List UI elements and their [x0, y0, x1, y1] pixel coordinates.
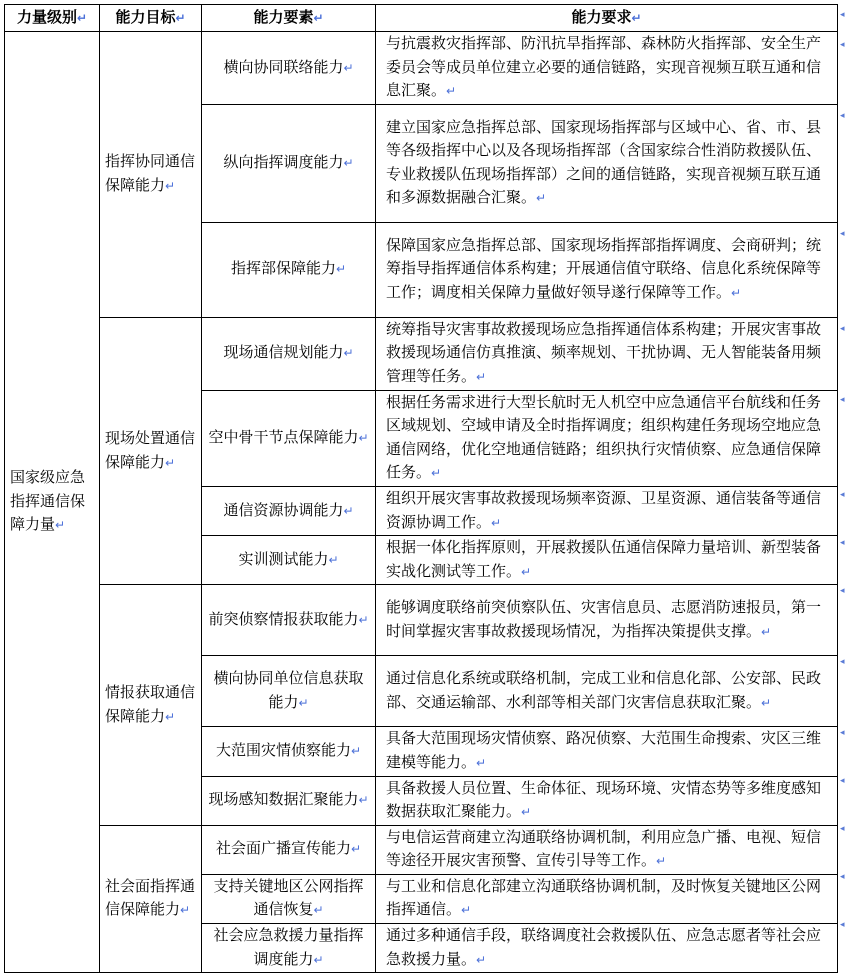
element-cell: 支持关键地区公网指挥通信恢复↵ — [202, 874, 376, 923]
row-end-mark: ◂ — [840, 10, 845, 20]
row-end-mark: ◂ — [840, 657, 845, 667]
requirement-cell: 与工业和信息化部建立沟通联络协调机制，及时恢复关键地区公网指挥通信。↵ — [376, 874, 838, 923]
capability-table — [4, 4, 838, 973]
element-cell: 社会面广播宣传能力↵ — [202, 825, 376, 874]
element-cell: 指挥部保障能力↵ — [202, 222, 376, 317]
element-cell: 实训测试能力↵ — [202, 536, 376, 585]
row-end-mark: ◂ — [840, 395, 845, 405]
header-requirement: 能力要求↵ — [376, 5, 838, 32]
goal-cell: 指挥协同通信保障能力↵ — [100, 32, 202, 318]
row-end-mark: ◂ — [840, 490, 845, 500]
element-cell: 纵向指挥调度能力↵ — [202, 104, 376, 222]
requirement-cell: 组织开展灾害事故救援现场频率资源、卫星资源、通信装备等通信资源协调工作。↵ — [376, 486, 838, 535]
row-end-mark: ◂ — [840, 776, 845, 786]
header-row — [5, 5, 838, 32]
header-element: 能力要素↵ — [202, 5, 376, 32]
requirement-cell: 与电信运营商建立沟通联络协调机制，利用应急广播、电视、短信等途径开展灾害预警、宣传引导等工作。↵ — [376, 825, 838, 874]
row-end-mark: ◂ — [840, 111, 845, 121]
goal-cell: 社会面指挥通信保障能力↵ — [100, 825, 202, 973]
row-end-mark: ◂ — [840, 872, 845, 882]
element-cell: 大范围灾情侦察能力↵ — [202, 727, 376, 776]
element-cell: 空中骨干节点保障能力↵ — [202, 390, 376, 486]
requirement-cell: 能够调度联络前突侦察队伍、灾害信息员、志愿消防速报员，第一时间掌握灾害事故救援现场情况，为指挥决策提供支撑。↵ — [376, 585, 838, 656]
row-end-mark: ◂ — [840, 728, 845, 738]
table-row — [5, 585, 838, 656]
element-cell: 横向协同单位信息获取能力↵ — [202, 656, 376, 727]
header-goal: 能力目标↵ — [100, 5, 202, 32]
level-cell: 国家级应急指挥通信保障力量↵ — [5, 32, 100, 973]
element-cell: 通信资源协调能力↵ — [202, 486, 376, 535]
requirement-cell: 根据任务需求进行大型长航时无人机空中应急通信平台航线和任务区域规划、空域申请及全时指挥调度；组织构建任务现场空地应急通信网络，优化空地通信链路；组织执行灾情侦察、应急通信保障任务。↵ — [376, 390, 838, 486]
row-end-mark: ◂ — [840, 229, 845, 239]
element-cell: 社会应急救援力量指挥调度能力↵ — [202, 924, 376, 973]
requirement-cell: 与抗震救灾指挥部、防汛抗旱指挥部、森林防火指挥部、安全生产委员会等成员单位建立必要的通信链路，实现音视频互联互通和信息汇聚。↵ — [376, 32, 838, 105]
goal-cell: 情报获取通信保障能力↵ — [100, 585, 202, 825]
row-end-mark: ◂ — [840, 538, 845, 548]
row-end-mark: ◂ — [840, 324, 845, 334]
row-end-mark: ◂ — [840, 586, 845, 596]
requirement-cell: 通过信息化系统或联络机制，完成工业和信息化部、公安部、民政部、交通运输部、水利部等相关部门灾害信息获取汇聚。↵ — [376, 656, 838, 727]
requirement-cell: 根据一体化指挥原则，开展救援队伍通信保障力量培训、新型装备实战化测试等工作。↵ — [376, 536, 838, 585]
row-end-mark: ◂ — [840, 824, 845, 834]
row-end-mark: ◂ — [840, 920, 845, 930]
requirement-cell: 保障国家应急指挥总部、国家现场指挥部指挥调度、会商研判；统筹指导指挥通信体系构建；开展通信值守联络、信息化系统保障等工作；调度相关保障力量做好领导遂行保障等工作。↵ — [376, 222, 838, 317]
element-cell: 横向协同联络能力↵ — [202, 32, 376, 105]
goal-cell: 现场处置通信保障能力↵ — [100, 317, 202, 585]
element-cell: 现场通信规划能力↵ — [202, 317, 376, 390]
requirement-cell: 建立国家应急指挥总部、国家现场指挥部与区域中心、省、市、县等各级指挥中心以及各现场指挥部（含国家综合性消防救援队伍、专业救援队伍现场指挥部）之间的通信链路，实现音视频互联互通和多源数据融合汇聚。↵ — [376, 104, 838, 222]
row-end-mark: ◂ — [840, 40, 845, 50]
table-row — [5, 32, 838, 105]
element-cell: 前突侦察情报获取能力↵ — [202, 585, 376, 656]
requirement-cell: 具备救援人员位置、生命体征、现场环境、灾情态势等多维度感知数据获取汇聚能力。↵ — [376, 776, 838, 825]
header-level: 力量级别↵ — [5, 5, 100, 32]
requirement-cell: 通过多种通信手段，联络调度社会救援队伍、应急志愿者等社会应急救援力量。↵ — [376, 924, 838, 973]
requirement-cell: 统筹指导灾害事故救援现场应急指挥通信体系构建；开展灾害事故救援现场通信仿真推演、频率规划、干扰协调、无人智能装备用频管理等任务。↵ — [376, 317, 838, 390]
requirement-cell: 具备大范围现场灾情侦察、路况侦察、大范围生命搜索、灾区三维建模等能力。↵ — [376, 727, 838, 776]
table-row — [5, 317, 838, 390]
element-cell: 现场感知数据汇聚能力↵ — [202, 776, 376, 825]
table-row — [5, 825, 838, 874]
